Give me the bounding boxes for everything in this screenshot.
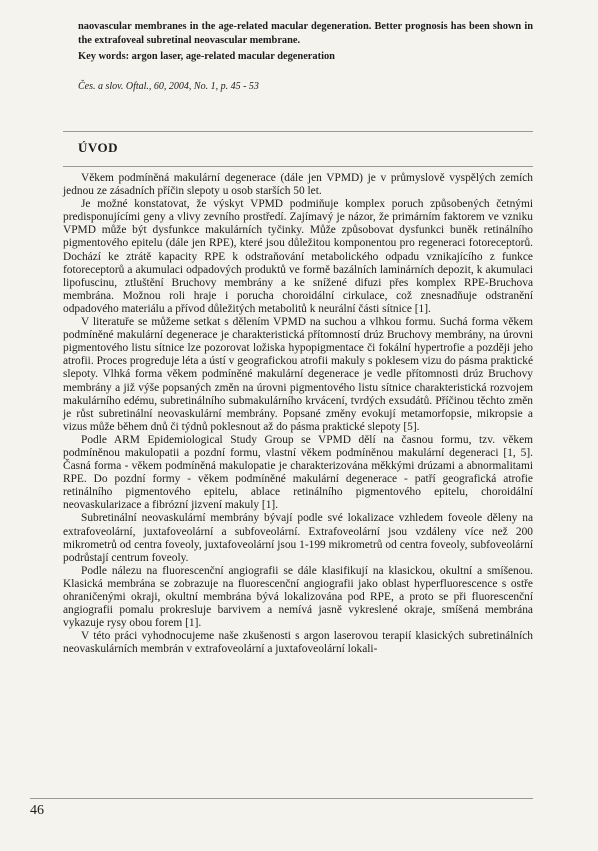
footer-divider [30,798,533,799]
page-number: 46 [30,803,44,818]
journal-citation: Čes. a slov. Oftal., 60, 2004, No. 1, p. 45 - 53 [78,81,259,92]
heading-divider [63,166,533,167]
paragraph: Je možné konstatovat, že výskyt VPMD podmiňuje komplex poruch způsobených četnými predisponujícími geny a vlivy zevního prostředí. Zajímavý je názor, že primárním faktorem ve vzniku VPMD může být dysfunkce makulárních tyčinky. Může způsobovat dysfunkci buněk retinálního pigmentového epitelu (dále jen RPE), které jsou důležitou komponentou pro regeneraci fotoreceptorů. Dochází ke ztrátě kapacity RPE k odstraňování metabolického odpadu vznikajícího z funkce fotoreceptorů a akumulaci odpadových produktů ve formě bazálních laminárních depozit, k akumulaci lipofuscinu, ztluštění Bruchovy membrány a ke snížené difuzi přes komplex RPE-Bruchova membrána. Možnou roli hraje i porucha choroidální cirkulace, což znesnadňuje odstranění odpadového materiálu a přívod důležitých metabolitů k neurální části sítnice [1]. [63,198,533,315]
paragraph: Podle ARM Epidemiological Study Group se VPMD dělí na časnou formu, tzv. věkem podmíněnou makulopatii a pozdní formu, vlastní věkem podmíněnou makulární degeneraci [1, 5]. Časná forma - věkem podmíněná makulopatie je charakterizována měkkými drúzami a abnormalitami RPE. Do pozdní formy - věkem podmíněné makulární degenerace - patří geografická atrofie retinálního pigmentového epitelu, ablace retinálního pigmentového epitelu, choroidální neovaskularizace a fibrózní jizvení makuly [1]. [63,433,533,512]
article-body [63,172,533,656]
paragraph: Věkem podmíněná makulární degenerace (dále jen VPMD) je v průmyslově vyspělých zemích jednou ze zásadních příčin slepoty u osob starších 50 let. [63,172,533,198]
paragraph: Podle nálezu na fluorescenční angiografii se dále klasifikují na klasickou, okultní a smíšenou. Klasická membrána se zobrazuje na fluorescenční angiografii jako oblast hyperfluorescence s ostře ohraničenými okraji, okultní membrána bývá lokalizována pod RPE, a proto se při fluorescenční angiografii pomalu prokresluje barvivem a nemívá jasně vykreslené okraje, smíšená membrána vykazuje rysy obou forem [1]. [63,564,533,630]
section-heading: ÚVOD [78,140,119,155]
paragraph: V této práci vyhodnocujeme naše zkušenosti s argon laserovou terapií klasických subretinálních neovaskulárních membrán v extrafoveolární a juxtafoveolární lokali- [63,630,533,656]
paragraph: Subretinální neovaskulární membrány bývají podle své lokalizace vzhledem foveole děleny na extrafoveolární, juxtafoveolární a subfoveolární. Extrafoveolární jsou vzdáleny více než 200 mikrometrů od centra foveoly, juxtafoveolární jsou 1-199 mikrometrů od centra foveoly, subfoveolární podrůstají centrum foveoly. [63,512,533,564]
top-divider [63,131,533,132]
keywords-line: Key words: argon laser, age-related macular degeneration [78,51,335,62]
paragraph: V literatuře se můžeme setkat s dělením VPMD na suchou a vlhkou formu. Suchá forma věkem podmíněné makulární degenerace je charakteristická přítomností drúz Bruchovy membrány, na úrovni pigmentového listu sítnice lze pozorovat ložiska hypopigmentace či fokální hypertrofie a později jeho atrofii. Proces progreduje léta a ústí v geografickou atrofii makuly s poklesem vizu do pásma praktické slepoty. Vlhká forma věkem podmíněné makulární degenerace je vedle přítomnosti drúz Bruchovy membrány a již výše popsaných změn na úrovni pigmentového listu sítnice charakteristická rozvojem makulárního edému, subretinálního submakulárního krvácení, tvrdých exsudátů. Příčinou těchto změn je růst subretinální neovaskulární membrány. Popsané změny evokují metamorfopsie, mikropsie a vizus může během dnů či týdnů poklesnout až do pásma praktické slepoty [5]. [63,316,533,433]
abstract-text: naovascular membranes in the age-related macular degeneration. Better prognosis has been shown in the extrafoveal subretinal neovascular membrane. [78,21,533,46]
